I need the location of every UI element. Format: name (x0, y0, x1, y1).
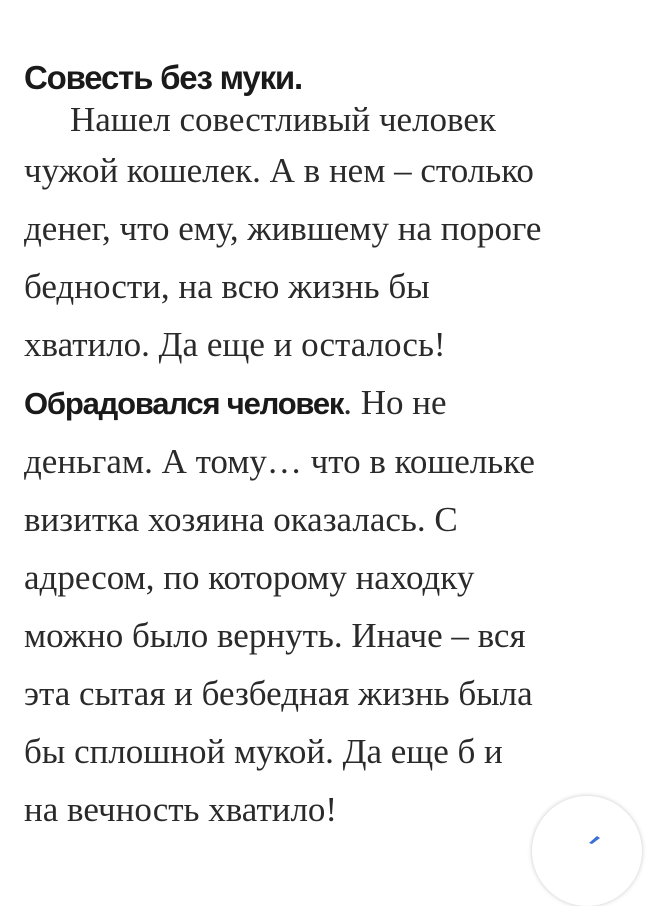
text-line: адресом, по которому находку (24, 558, 475, 597)
text-line: денег, что ему, жившему на пороге (24, 209, 542, 248)
edit-pencil-icon (588, 834, 602, 844)
text-line: визитка хозяина оказалась. С (24, 500, 458, 539)
text-line (24, 98, 654, 142)
story-text (24, 98, 654, 839)
text-line: эта сытая и безбедная жизнь была (24, 674, 533, 713)
document-title: Совесть без муки. (24, 59, 302, 96)
text-line: на вечность хватило! (24, 790, 338, 829)
document (24, 58, 654, 839)
edit-fab-button[interactable] (532, 796, 642, 906)
text-line: бедности, на всю жизнь бы (24, 267, 430, 306)
text-line: хватило. Да еще и осталось! (24, 325, 446, 364)
text-line: можно было вернуть. Иначе – вся (24, 616, 526, 655)
text-line (24, 374, 654, 433)
text-line: бы сплошной мукой. Да еще б и (24, 732, 503, 771)
highlight-phrase: Обрадовался человек (24, 386, 344, 421)
text-line: деньгам. А тому… что в кошельке (24, 442, 535, 481)
text-line: чужой кошелек. А в нем – столько (24, 151, 534, 190)
highlight-tail: . Но не (343, 383, 447, 422)
text-line-content: Нашел совестливый человек (70, 100, 496, 139)
